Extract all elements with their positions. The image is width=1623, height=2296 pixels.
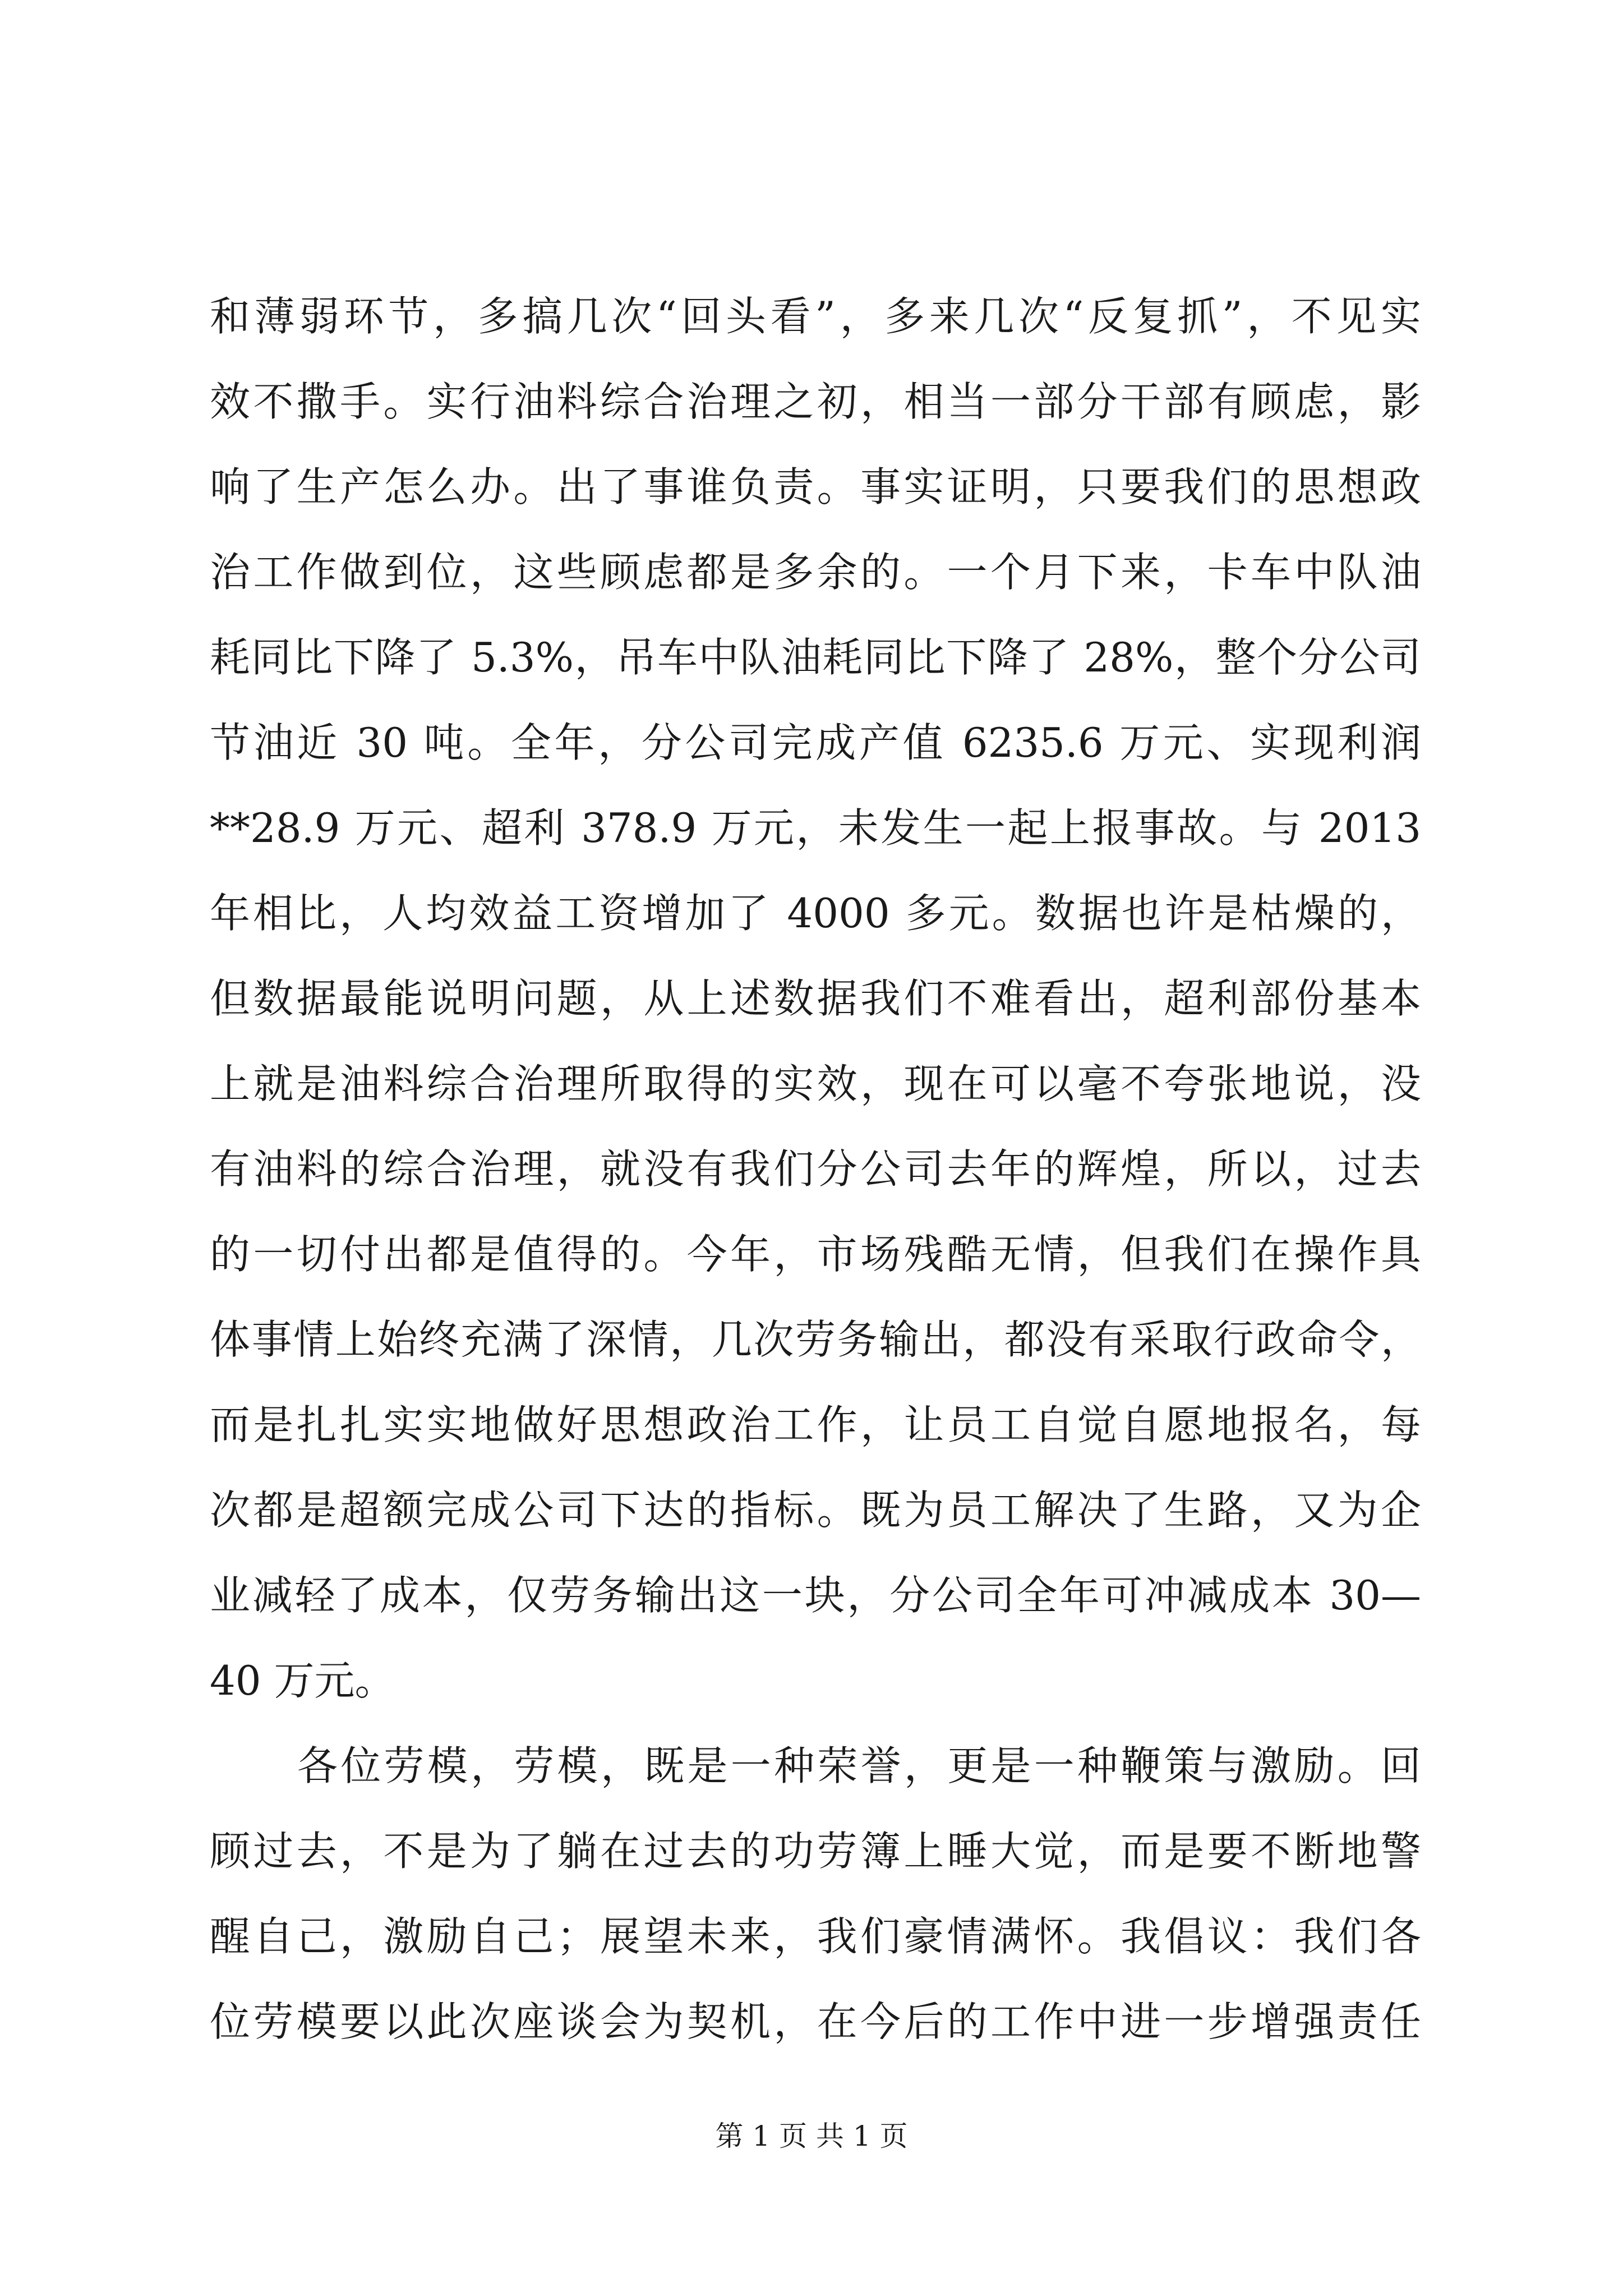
text-line: 体事情上始终充满了深情，几次劳务输出，都没有采取行政命令， bbox=[210, 1316, 1421, 1363]
text-line: 年相比，人均效益工资增加了 4000 多元。数据也许是枯燥的， bbox=[210, 890, 1421, 937]
text-line: 醒自己，激励自己；展望未来，我们豪情满怀。我倡议：我们各 bbox=[210, 1913, 1421, 1960]
text-line: 有油料的综合治理，就没有我们分公司去年的辉煌，所以，过去 bbox=[210, 1145, 1421, 1193]
paragraph-1 bbox=[210, 274, 1421, 1723]
text-line: 次都是超额完成公司下达的指标。既为员工解决了生路，又为企 bbox=[210, 1487, 1421, 1534]
text-line: 位劳模要以此次座谈会为契机，在今后的工作中进一步增强责任 bbox=[210, 1998, 1421, 2045]
text-line: **28.9 万元、超利 378.9 万元，未发生一起上报事故。与 2013 bbox=[210, 804, 1421, 852]
text-line: 顾过去，不是为了躺在过去的功劳簿上睡大觉，而是要不断地警 bbox=[210, 1828, 1421, 1875]
text-line: 但数据最能说明问题，从上述数据我们不难看出，超利部份基本 bbox=[210, 975, 1421, 1022]
text-line: 各位劳模，劳模，既是一种荣誉，更是一种鞭策与激励。回 bbox=[297, 1742, 1421, 1789]
text-line: 节油近 30 吨。全年，分公司完成产值 6235.6 万元、实现利润 bbox=[210, 719, 1421, 766]
page-number-label: 第 1 页 共 1 页 bbox=[715, 2120, 908, 2152]
text-line: 而是扎扎实实地做好思想政治工作，让员工自觉自愿地报名，每 bbox=[210, 1401, 1421, 1448]
text-line: 上就是油料综合治理所取得的实效，现在可以毫不夸张地说，没 bbox=[210, 1060, 1421, 1107]
page-footer bbox=[0, 2114, 1623, 2154]
text-line: 和薄弱环节，多搞几次“回头看”，多来几次“反复抓”，不见实 bbox=[210, 293, 1421, 340]
paragraph-2 bbox=[210, 1723, 1421, 2064]
text-line: 治工作做到位，这些顾虑都是多余的。一个月下来，卡车中队油 bbox=[210, 549, 1421, 596]
text-line: 的一切付出都是值得的。今年，市场残酷无情，但我们在操作具 bbox=[210, 1231, 1421, 1278]
text-line: 响了生产怎么办。出了事谁负责。事实证明，只要我们的思想政 bbox=[210, 463, 1421, 510]
text-line: 效不撒手。实行油料综合治理之初，相当一部分干部有顾虑，影 bbox=[210, 378, 1421, 425]
text-line: 业减轻了成本，仅劳务输出这一块，分公司全年可冲减成本 30— bbox=[210, 1572, 1421, 1619]
body-text bbox=[210, 274, 1421, 2064]
text-line: 40 万元。 bbox=[210, 1657, 395, 1704]
text-line: 耗同比下降了 5.3%，吊车中队油耗同比下降了 28%，整个分公司 bbox=[210, 634, 1421, 681]
